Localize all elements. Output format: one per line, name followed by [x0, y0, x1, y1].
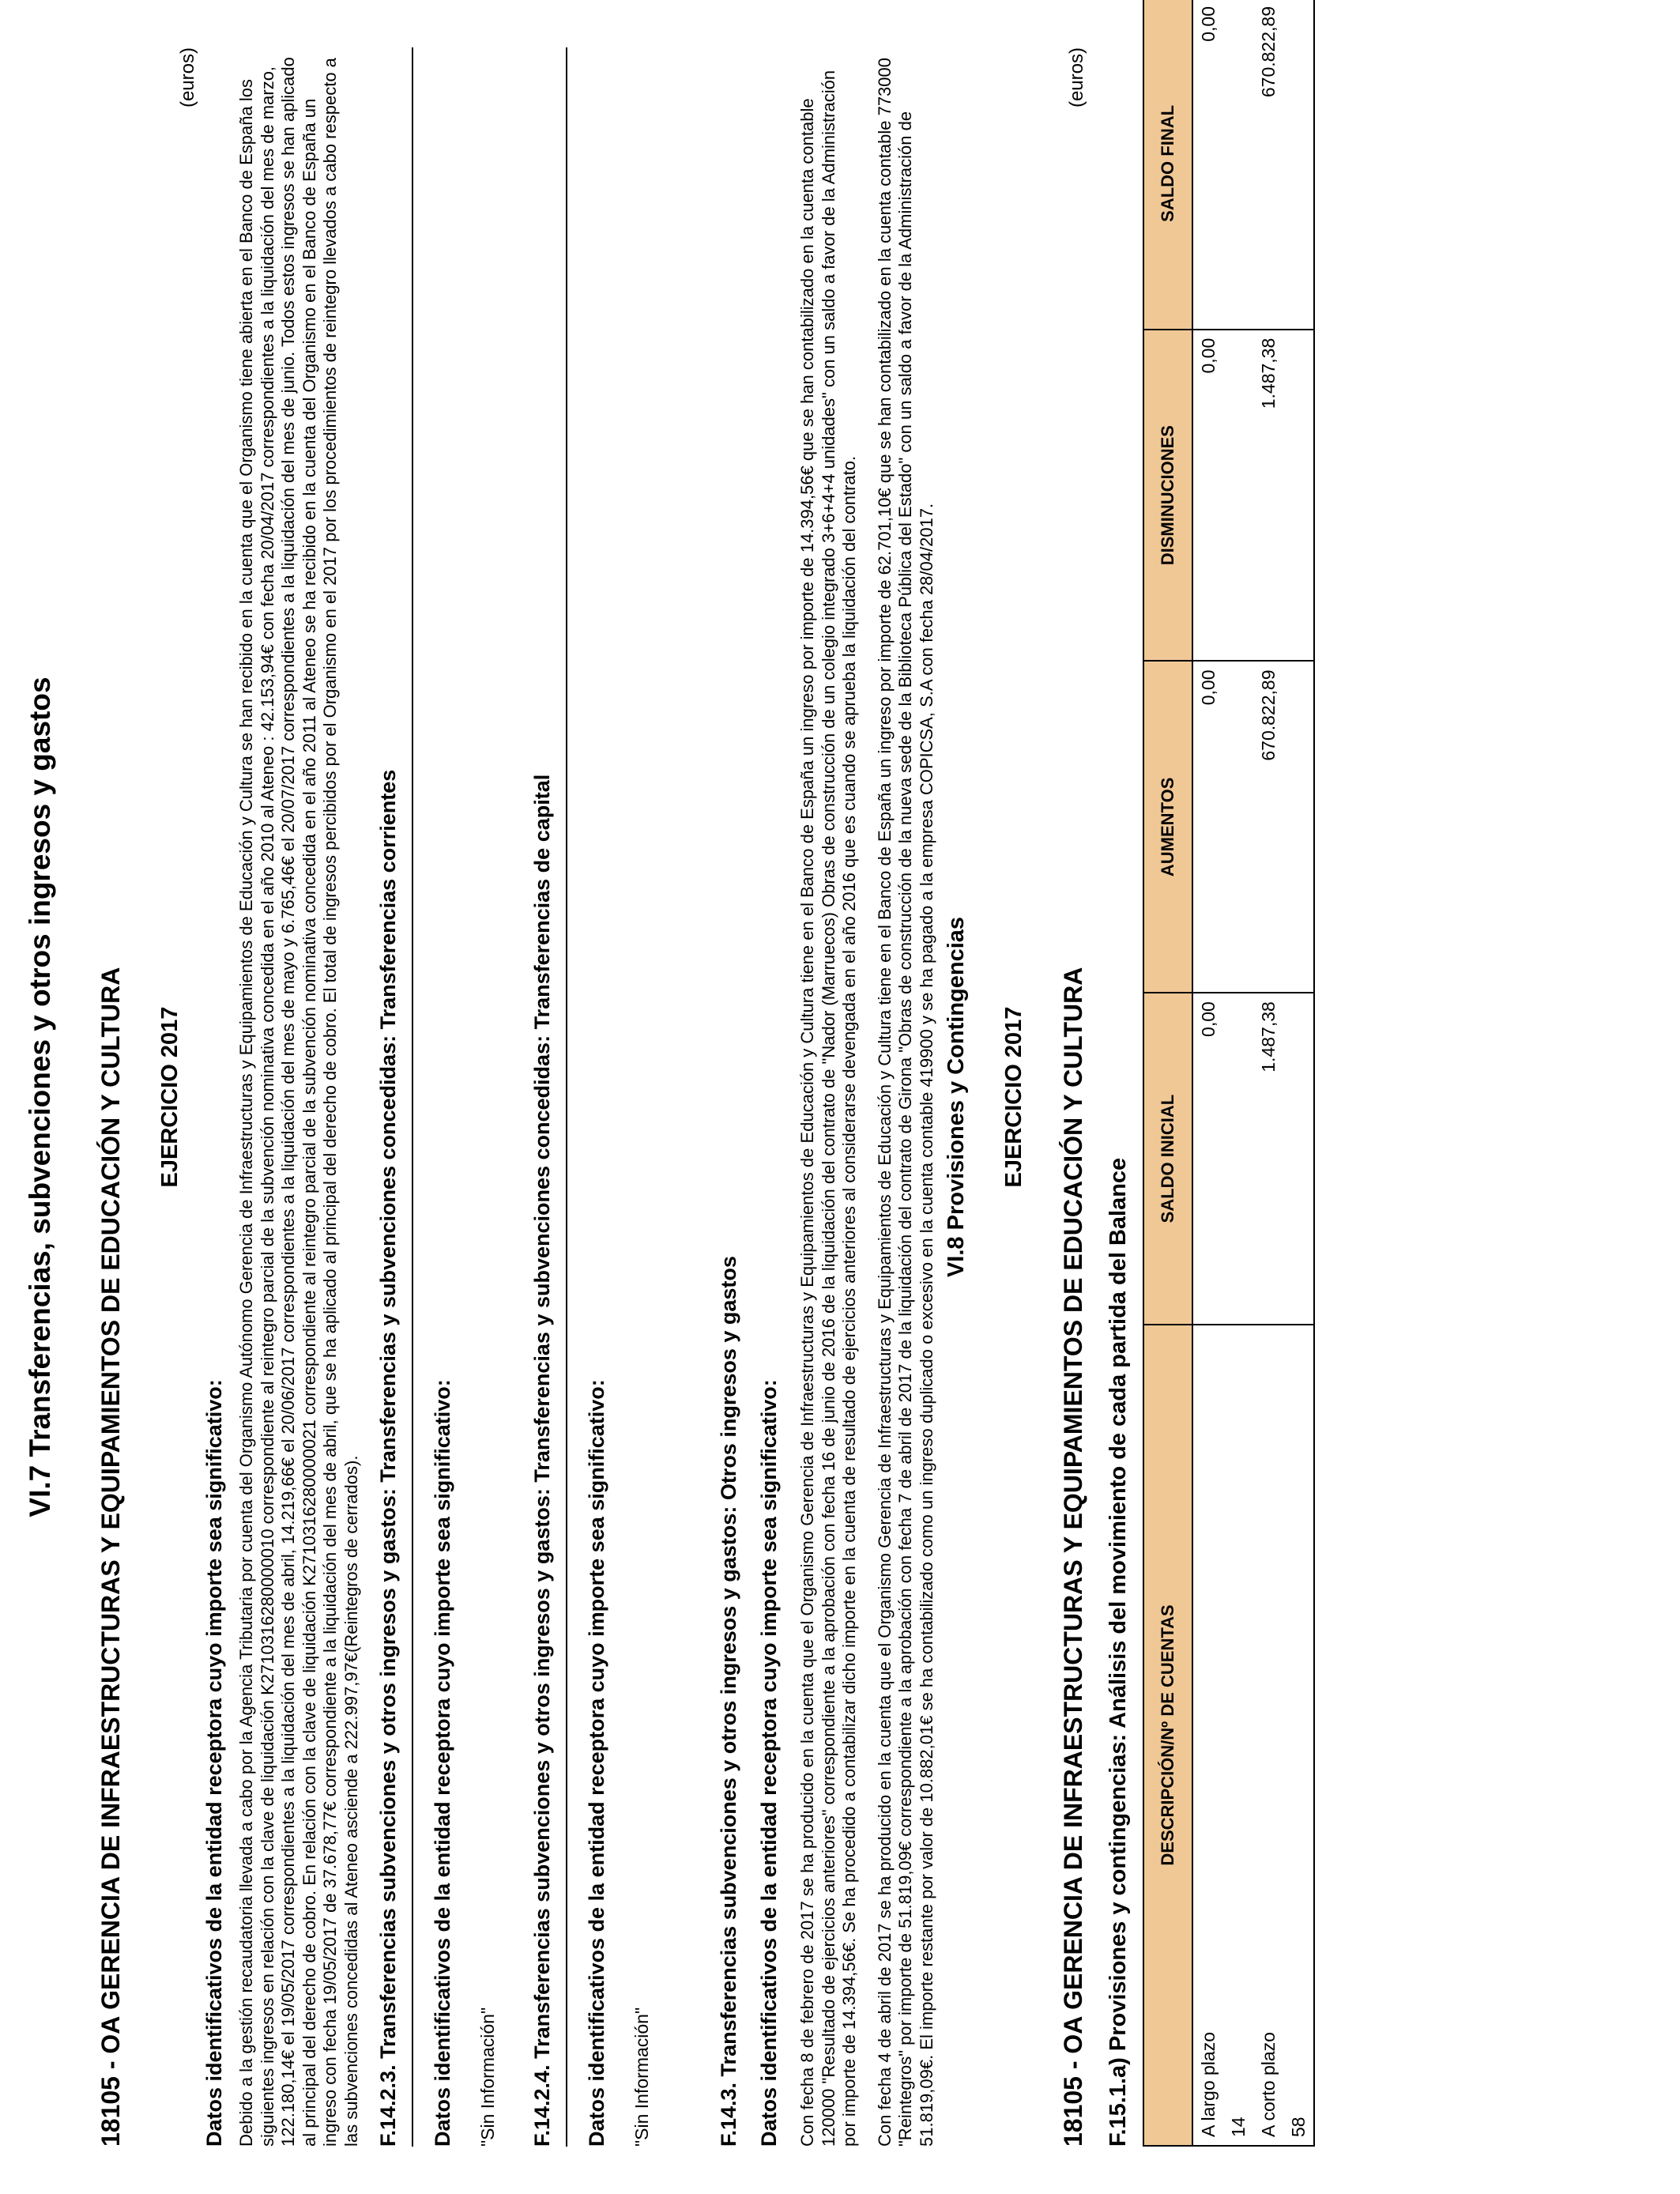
disminuciones-cell: 1.487,38 — [1253, 330, 1283, 662]
divider — [566, 47, 567, 2147]
provisiones-table — [1143, 0, 1315, 2147]
f143-heading: F.14.3. Transferencias subvenciones y otros ingresos y gastos: Otros ingresos y gastos — [717, 1256, 740, 2147]
f1423-heading: F.14.2.3. Transferencias subvenciones y otros ingresos y gastos: Transferencias y subvenciones concedidas: Transferencias corrientes — [376, 769, 400, 2147]
table-row-account — [1223, 0, 1253, 2146]
ejercicio-label: EJERCICIO 2017 — [1001, 1006, 1026, 1188]
table-row-account — [1283, 0, 1314, 2146]
row-description: A corto plazo — [1253, 1325, 1283, 2146]
organization-heading: 18105 - OA GERENCIA DE INFRAESTRUCTURAS Y EQUIPAMIENTOS DE EDUCACIÓN Y CULTURA — [1059, 967, 1087, 2147]
f1423-datos: Datos identificativos de la entidad receptora cuyo importe sea significativo: — [431, 1379, 454, 2147]
account-number: 14 — [1223, 1325, 1253, 2146]
saldo-final-cell: 670.822,89 — [1253, 0, 1283, 330]
column-header-descripcion: DESCRIPCIÓN/Nº DE CUENTAS — [1143, 1325, 1192, 2146]
table-row — [1253, 0, 1283, 2146]
column-header-saldo-final: SALDO FINAL — [1143, 0, 1192, 330]
organization-heading: 18105 - OA GERENCIA DE INFRAESTRUCTURAS Y EQUIPAMIENTOS DE EDUCACIÓN Y CULTURA — [96, 967, 125, 2147]
paragraph-nador: Con fecha 8 de febrero de 2017 se ha producido en la cuenta que el Organismo Gerencia de Infraestructuras y Equipamientos de Educación y Cultura tiene en el Banco de España un ingreso por importe de 14.394,56€ que se han contabilizado en la cuenta contable 120000 "Resultado de ejercicios anteriores" correspondiente a la aprobación con fecha 16 de junio de 2016 de la liquidación del contrato de "Nador (Marruecos) Obras de construcción de un colegio integrado 3+6+4+4 unidades" con un saldo a favor de la Administración por importe de 14.394,56€. Se ha procedido a contabilizar dicho importe en la cuenta de resultado de ejercicios anteriores al considerarse devengada en el año 2016 que es cuando se aprueba la liquidación del contrato. — [797, 70, 859, 2147]
disminuciones-cell: 0,00 — [1192, 330, 1223, 662]
aumentos-cell: 0,00 — [1192, 662, 1223, 993]
f143-datos: Datos identificativos de la entidad receptora cuyo importe sea significativo: — [757, 1379, 781, 2147]
column-header-disminuciones: DISMINUCIONES — [1143, 330, 1192, 662]
f1424-sin-informacion: "Sin Información" — [631, 2007, 652, 2147]
currency-unit: (euros) — [177, 47, 198, 108]
paragraph-girona: Con fecha 4 de abril de 2017 se ha producido en la cuenta que el Organismo Gerencia de Infraestructuras y Equipamientos de Educación y Cultura tiene en el Banco de España un ingreso por importe de 62.701,10€ que se han contabilizado en la cuenta contable 773000 "Reintegros" por importe de 51.819,09€ correspondiente a la aprobación con fecha 7 de abril de 2017 de la liquidación del contrato de Girona "Obras de construcción de la nueva sede de la Biblioteca Pública del Estado" con un saldo a favor de la Administración de 51.819,09€. El importe restante por valor de 10.882,01€ se ha contabilizado como un ingreso duplicado o excesivo en la cuenta contable 419900 y se ha pagado a la empresa COPICSA, S.A con fecha 28/04/2017. — [874, 58, 936, 2147]
table-header-row — [1143, 0, 1192, 2146]
currency-unit: (euros) — [1066, 47, 1087, 108]
f1424-heading: F.14.2.4. Transferencias subvenciones y otros ingresos y gastos: Transferencias y subvenciones concedidas: Transferencias de capital — [529, 774, 554, 2147]
saldo-inicial-cell: 0,00 — [1192, 993, 1223, 1325]
datos-heading: Datos identificativos de la entidad receptora cuyo importe sea significativo: — [202, 1379, 226, 2147]
table-title: F.15.1.a) Provisiones y contingencias: Análisis del movimiento de cada partida del Balance — [1106, 1157, 1131, 2147]
account-number: 58 — [1283, 1325, 1314, 2146]
section-title-vi7: VI.7 Transferencias, subvenciones y otros ingresos y gastos — [24, 677, 56, 1517]
table-row — [1192, 0, 1223, 2146]
ejercicio-label: EJERCICIO 2017 — [157, 1006, 183, 1188]
column-header-aumentos: AUMENTOS — [1143, 662, 1192, 993]
aumentos-cell: 670.822,89 — [1253, 662, 1283, 993]
column-header-saldo-inicial: SALDO INICIAL — [1143, 993, 1192, 1325]
paragraph-reintegros-ateneo: Debido a la gestión recaudatoria llevada a cabo por la Agencia Tributaria por cuenta del Organismo Autónomo Gerencia de Infraestructuras y Equipamientos de Educación y Cultura se han recibido en la cuenta que el Organismo tiene abierta en el Banco de España los siguientes ingresos en relación con la clave de liquidación K2710316280000010 correspondiente al reintegro parcial de la subvención nominativa concedida en el año 2010 al Ateneo : 42.153,94€ con fecha 20/04/2017 correspondientes a la liquidación del mes de marzo, 122.180,14€ el 19/05/2017 correspondientes a la liquidación del mes de abril, 14.219,66€ el 20/06/2017 correspondientes a la liquidación del mes de mayo y 6.765,46€ el 20/07/2017 correspondientes a la liquidación del mes de junio. Todos estos ingresos se han aplicado al principal del derecho de cobro. En relación con la clave de liquidación K2710316280000021 correspondiente al reintegro parcial de la subvención nominativa concedida en el año 2011 al Ateneo se ha recibido en la cuenta del Organismo en el Banco de España un ingreso con fecha 19/05/2017 de 37.678,77€ correspondiente a la liquidación del mes de abril, que se ha aplicado al principal del derecho de cobro. El total de ingresos percibidos por el Organismo en el 2017 por los procedimientos de reintegro llevados a cabo respecto a las subvenciones concedidas al Ateneo asciende a 222.997,97€(Reintegros de cerrados). — [236, 57, 361, 2147]
f1423-sin-informacion: "Sin Información" — [477, 2007, 498, 2147]
saldo-final-cell: 0,00 — [1192, 0, 1223, 330]
row-description: A largo plazo — [1192, 1325, 1223, 2146]
divider — [412, 47, 413, 2147]
section-title-vi8: VI.8 Provisiones y Contingencias — [944, 916, 969, 1278]
f1424-datos: Datos identificativos de la entidad receptora cuyo importe sea significativo: — [584, 1379, 608, 2147]
saldo-inicial-cell: 1.487,38 — [1253, 993, 1283, 1325]
